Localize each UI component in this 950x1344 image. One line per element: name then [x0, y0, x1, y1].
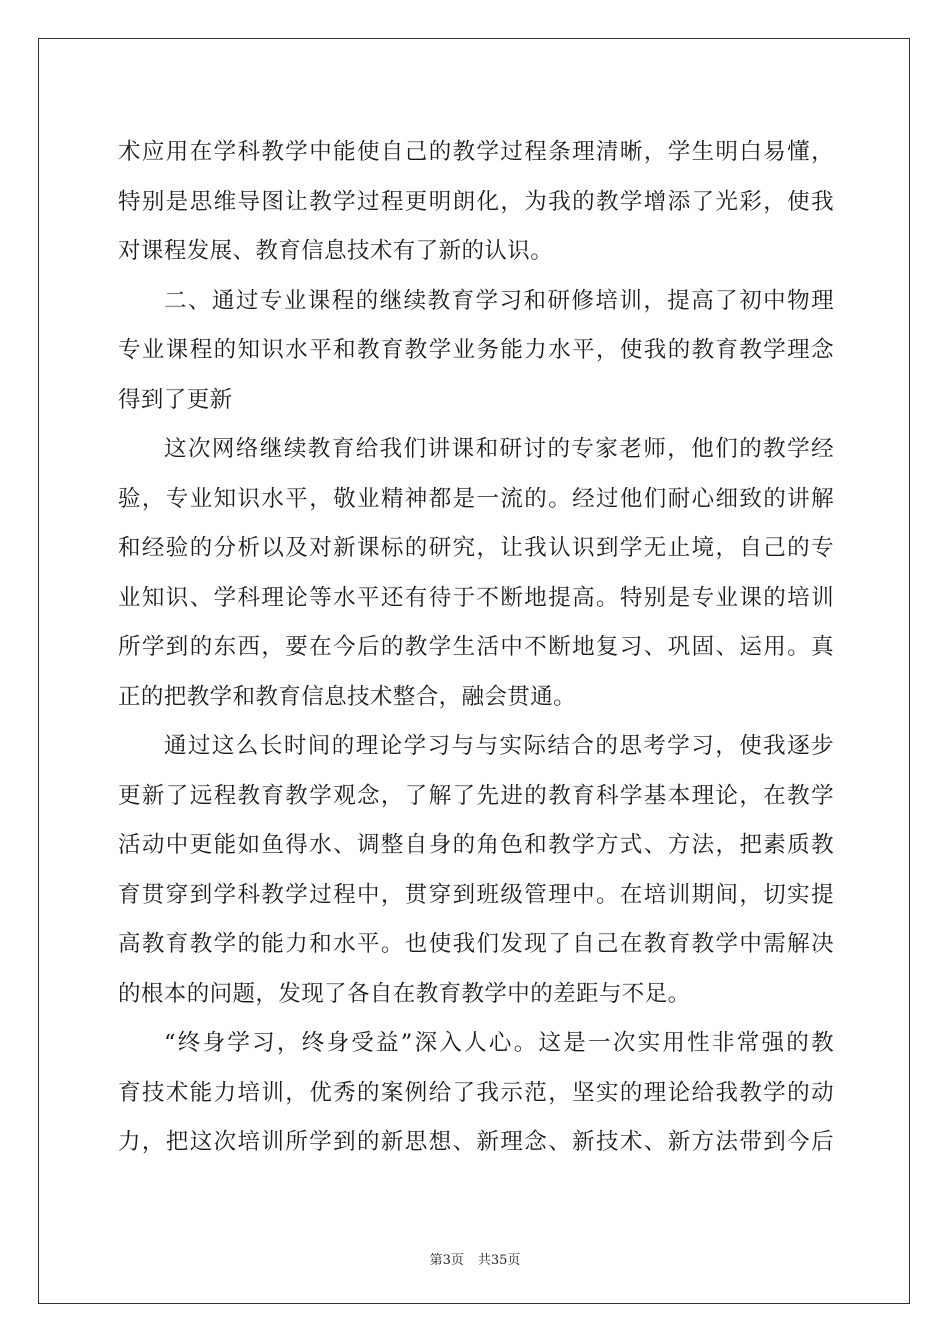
text-line: 所学到的东西，要在今后的教学生活中不断地复习、巩固、运用。真 — [118, 634, 834, 660]
section-heading-line: 二、通过专业课程的继续教育学习和研修培训，提高了初中物理 — [164, 287, 834, 314]
text-line: 高教育教学的能力和水平。也使我们发现了自己在教育教学中需解决 — [118, 931, 834, 957]
text-line: 对课程发展、教育信息技术有了新的认识。 — [118, 238, 554, 264]
text-line: 和经验的分析以及对新课标的研究，让我认识到学无止境，自己的专 — [118, 535, 834, 561]
text-line: 验，专业知识水平，敬业精神都是一流的。经过他们耐心细致的讲解 — [118, 485, 834, 512]
text-line: 术应用在学科教学中能使自己的教学过程条理清晰，学生明白易懂， — [118, 139, 834, 165]
text-line: 正的把教学和教育信息技术整合，融会贯通。 — [118, 683, 577, 710]
page-footer — [0, 1249, 950, 1268]
text-line: 育技术能力培训，优秀的案例给了我示范，坚实的理论给我教学的动 — [118, 1079, 834, 1106]
text-line: “终身学习，终身受益”深入人心。这是一次实用性非常强的教 — [164, 1030, 834, 1056]
page-number-current: 第3页 — [429, 1253, 464, 1268]
text-line: 育贯穿到学科教学过程中，贯穿到班级管理中。在培训期间，切实提 — [118, 881, 834, 908]
section-heading-line: 专业课程的知识水平和教育教学业务能力水平，使我的教育教学理念 — [118, 337, 834, 363]
page-number-total: 共35页 — [477, 1253, 521, 1268]
text-line: 的根本的问题，发现了各自在教育教学中的差距与不足。 — [118, 980, 691, 1007]
text-line: 活动中更能如鱼得水、调整自身的角色和教学方式、方法，把素质教 — [118, 832, 834, 858]
text-line: 业知识、学科理论等水平还有待于不断地提高。特别是专业课的培训 — [118, 584, 834, 611]
text-line: 通过这么长时间的理论学习与与实际结合的思考学习，使我逐步 — [164, 733, 834, 759]
text-line: 更新了远程教育教学观念，了解了先进的教育科学基本理论，在教学 — [118, 782, 834, 809]
section-heading-line: 得到了更新 — [118, 386, 233, 413]
text-line: 特别是思维导图让教学过程更明朗化，为我的教学增添了光彩，使我 — [118, 188, 834, 215]
document-body — [118, 128, 834, 1168]
text-line: 力，把这次培训所学到的新思想、新理念、新技术、新方法带到今后 — [118, 1129, 834, 1155]
text-line: 这次网络继续教育给我们讲课和研讨的专家老师，他们的教学经 — [164, 436, 834, 462]
